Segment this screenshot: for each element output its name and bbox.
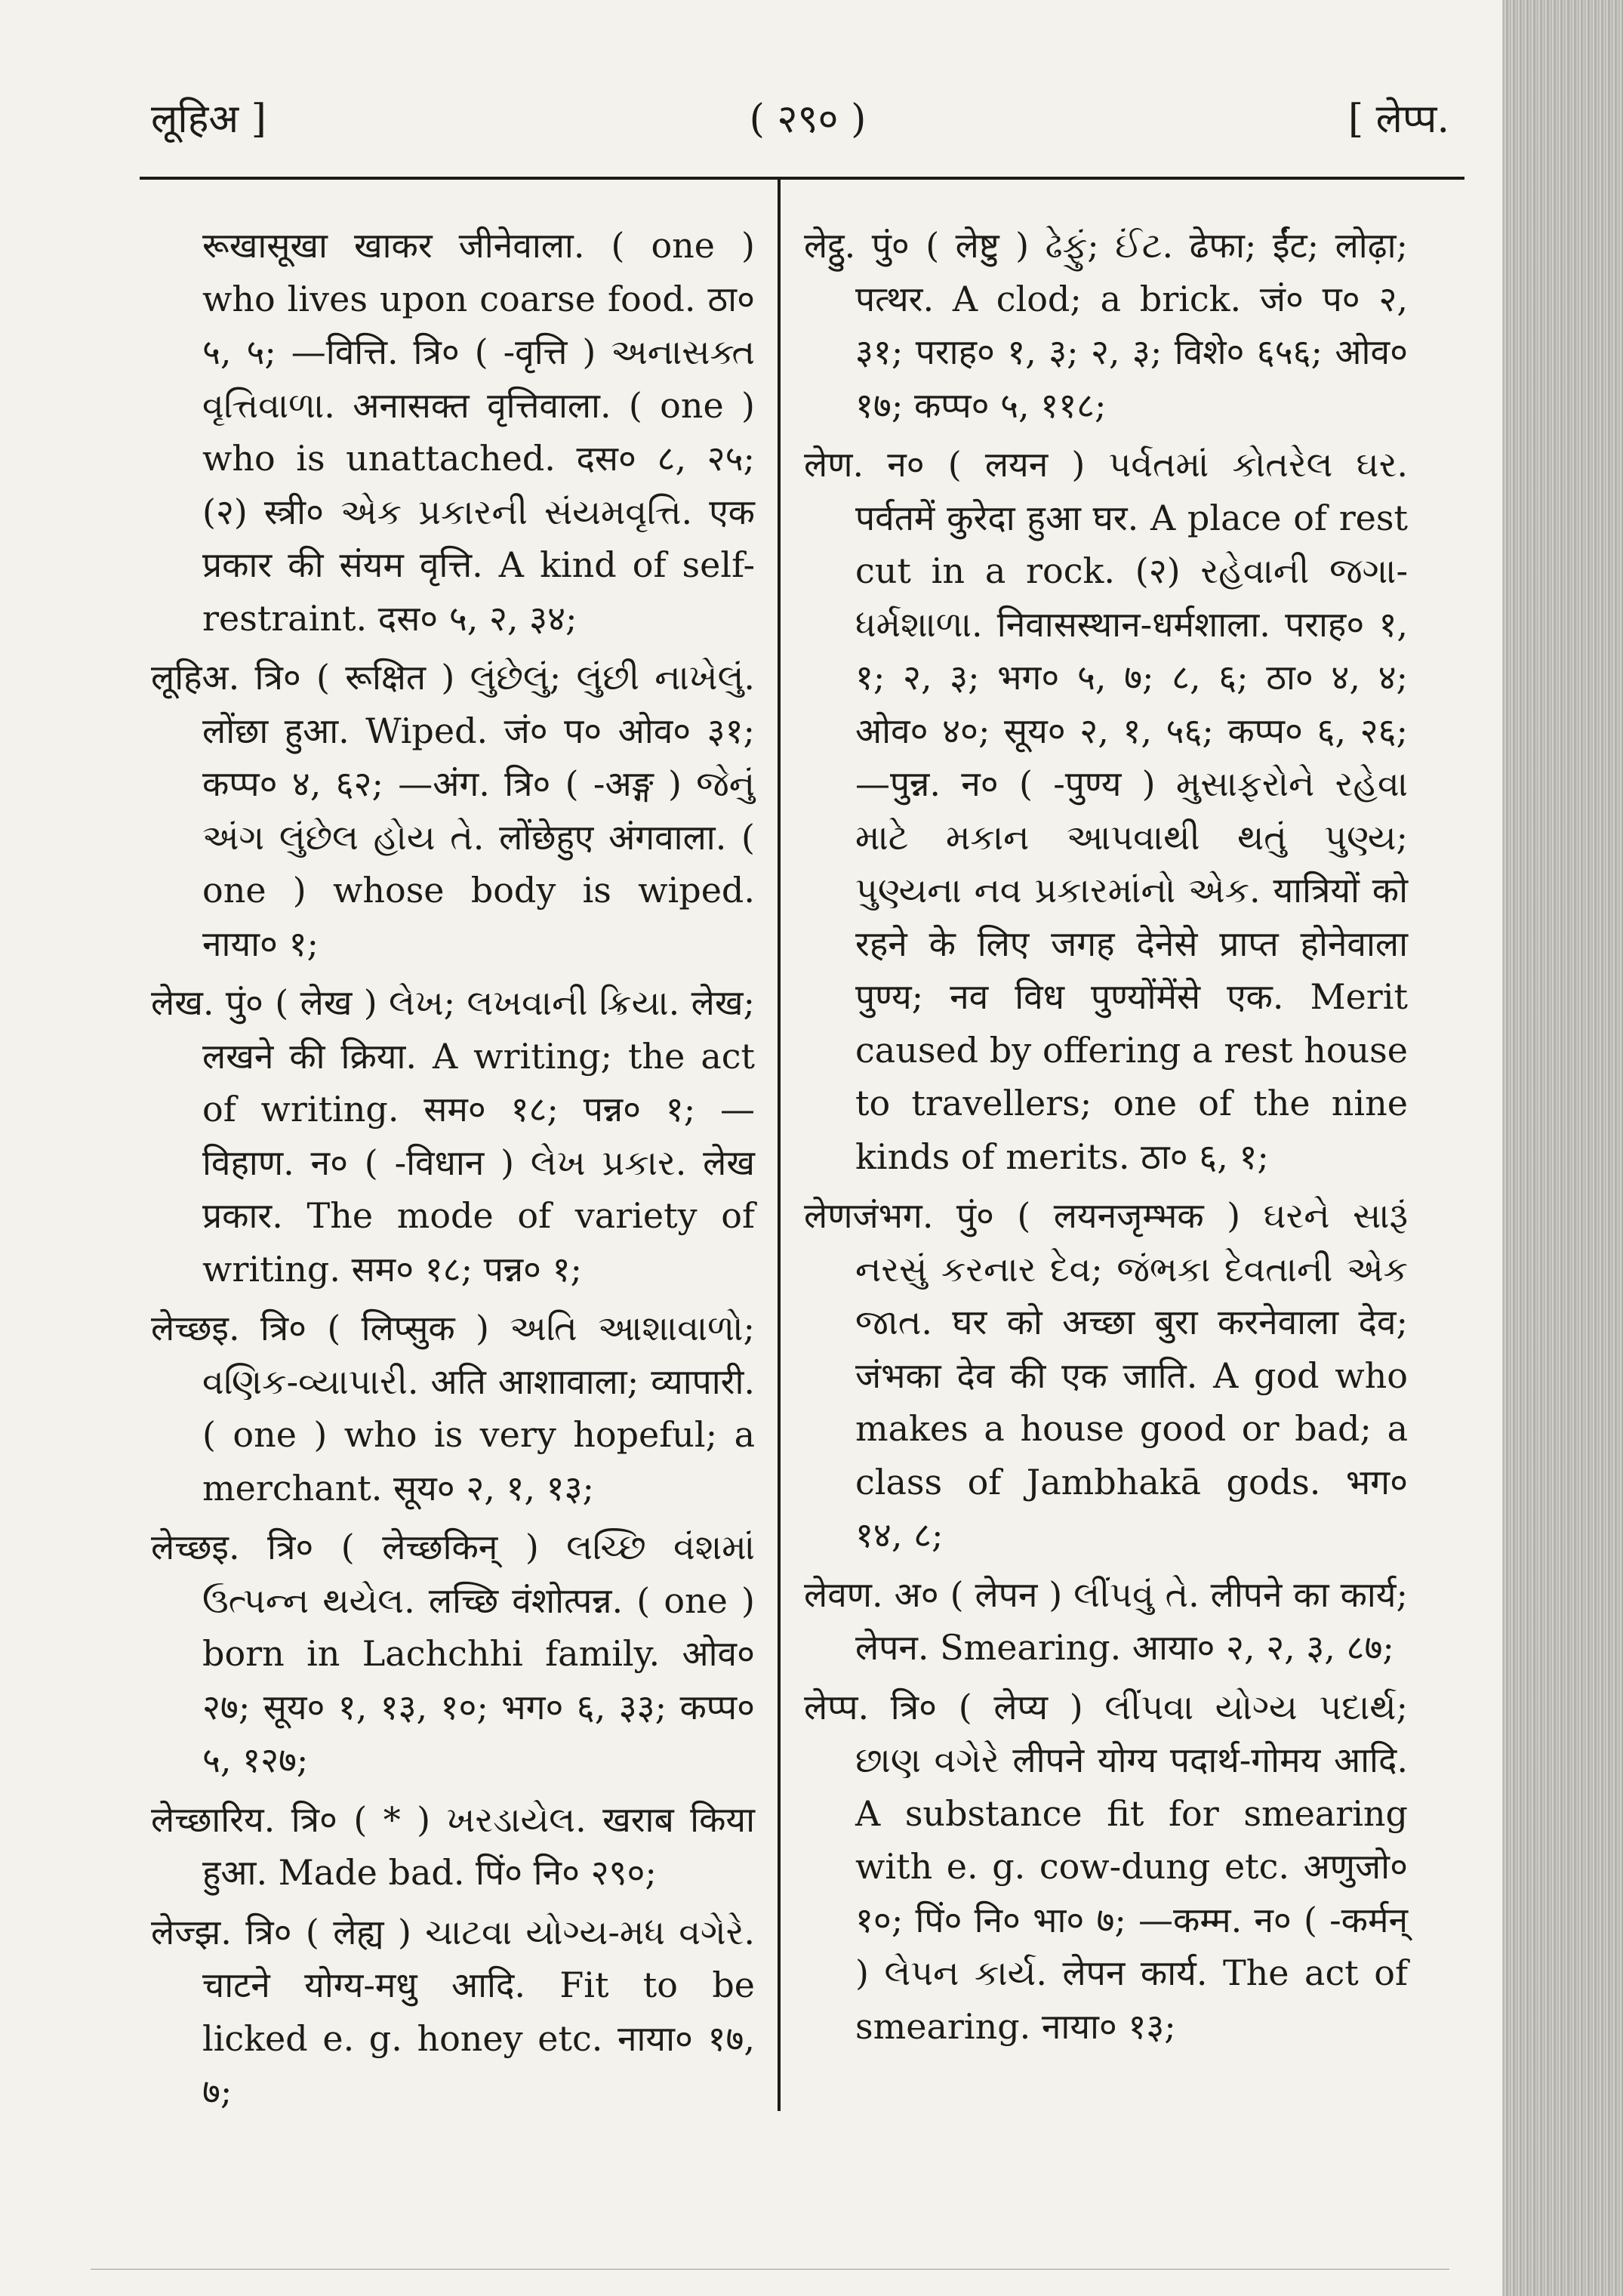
page-header — [151, 83, 1449, 151]
right-column — [804, 219, 1408, 2059]
dictionary-entry: लेप्प. त्रि० ( लेप्य ) લીંપવા યોગ્ય પદાર્થ; છાણ વગેરે लीपने योग्य पदार्थ-गोमय आदि. A substance fit for smearing with e. g. cow-dung etc. अणुजो० १०; पिं० नि० भा० ७; —कम्म. न० ( -कर्मन् ) લેપન કાર્ય. लेपन कार्य. The act of smearing. नाया० १३; — [804, 1686, 1408, 2047]
dictionary-entry: लेज्झ. त्रि० ( लेह्य ) ચાટવા યોગ્ય-મધ વગેરે. चाटने योग्य-मधु आदि. Fit to be licked e. g. honey etc. नाया० १७, ७; — [151, 1911, 755, 2112]
dictionary-entry: लेच्छइ. त्रि० ( लिप्सुक ) અતિ આશાવાળો; વણિક-વ્યાપારી. अति आशावाला; व्यापारी. ( one ) who is very hopeful; a merchant. सूय० २, १, १३; — [151, 1308, 755, 1509]
left-column — [151, 219, 755, 2125]
header-left-guideword: लूहिअ ] — [151, 97, 266, 142]
dictionary-entry: लेणजंभग. पुं० ( लयनजृम्भक ) ઘરને સારૂં નરસું કરનાર દેવ; જંભકા દેવતાની એક જાત. घर को अच्छा बुरा करनेवाला देव; जंभका देव की एक जाति. A god who makes a house good or bad; a class of Jambhakā gods. भग० १४, ८; — [804, 1195, 1408, 1555]
dictionary-entry: रूखासूखा खाकर जीनेवाला. ( one ) who lives upon coarse food. ठा० ५, ५; —वित्ति. त्रि० ( -वृत्ति ) અનાસક્ત વૃત્તિવાળા. अनासक्त वृत्तिवाला. ( one ) who is unattached. दस० ८, २५; (२) स्त्री० એક પ્રકારની સંયમવૃત્તિ. एक प्रकार की संयम वृत्ति. A kind of self-restraint. दस० ५, २, ३४; — [202, 225, 755, 639]
dictionary-entry: लेवण. अ० ( लेपन ) લીંપવું તે. लीपने का कार्य; लेपन. Smearing. आया० २, २, ३, ८७; — [804, 1573, 1408, 1668]
dictionary-entry: लेच्छइ. त्रि० ( लेच्छकिन् ) લચ્છિ વંશમાં ઉત્પન્ન થયેલ. लच्छि वंशोत्पन्न. ( one ) born in Lachchhi family. ओव० २७; सूय० १, १३, १०; भग० ६, ३३; कप्प० ५, १२७; — [151, 1527, 755, 1780]
header-right-guideword: [ लेप्प. — [1347, 97, 1449, 142]
header-page-number: ( २९० ) — [749, 97, 867, 142]
dictionary-entry: लेट्ठु. पुं० ( लेष्टु ) ઢેફું; ઈંટ. ढेफा; ईंट; लोढ़ा; पत्थर. A clod; a brick. जं० प० २, ३१; पराह० १, ३; २, ३; विशे० ६५६; ओव० १७; कप्प० ५, ११८; — [804, 225, 1408, 426]
bottom-edge-line — [91, 2269, 1449, 2270]
scan-edge-shadow — [1502, 0, 1623, 2296]
dictionary-entry: लूहिअ. त्रि० ( रूक्षित ) લુંછેલું; લુંછી નાખેલું. लोंछा हुआ. Wiped. जं० प० ओव० ३१; कप्प० ४, ६२; —अंग. त्रि० ( -अङ्ग ) જેનું અંગ લુંછેલ હોય તે. लोंछेहुए अंगवाला. ( one ) whose body is wiped. नाया० १; — [151, 657, 755, 964]
dictionary-entry: लेच्छारिय. त्रि० ( * ) ખરડાયેલ. खराब किया हुआ. Made bad. पिं० नि० २९०; — [151, 1798, 755, 1893]
column-divider — [778, 178, 781, 2111]
dictionary-entry: लेख. पुं० ( लेख ) લેખ; લખવાની ક્રિયા. लेख; लखने की क्रिया. A writing; the act of writing. सम० १८; पन्न० १; —विहाण. न० ( -विधान ) લેખ પ્રકાર. लेख प्रकार. The mode of variety of writing. सम० १८; पन्न० १; — [151, 982, 755, 1290]
dictionary-entry: लेण. न० ( लयन ) પર્વતમાં કોતરેલ ઘર. पर्वतमें कुरेदा हुआ घर. A place of rest cut in a rock. (२) રહેવાની જગા-ધર્મશાળા. निवासस्थान-धर्मशाला. पराह० १, १; २, ३; भग० ५, ७; ८, ६; ठा० ४, ४; ओव० ४०; सूय० २, १, ५६; कप्प० ६, २६; —पुन्न. न० ( -पुण्य ) મુસાફરોને રહેવા માટે મકાન આપવાથી થતું પુણ્ય; પુણ્યના નવ પ્રકારમાંનો એક. यात्रियों को रहने के लिए जगह देनेसे प्राप्त होनेवाला पुण्य; नव विध पुण्योंमेंसे एक. Merit caused by offering a rest house to travellers; one of the nine kinds of merits. ठा० ६, १; — [804, 444, 1408, 1177]
header-rule — [140, 177, 1464, 180]
